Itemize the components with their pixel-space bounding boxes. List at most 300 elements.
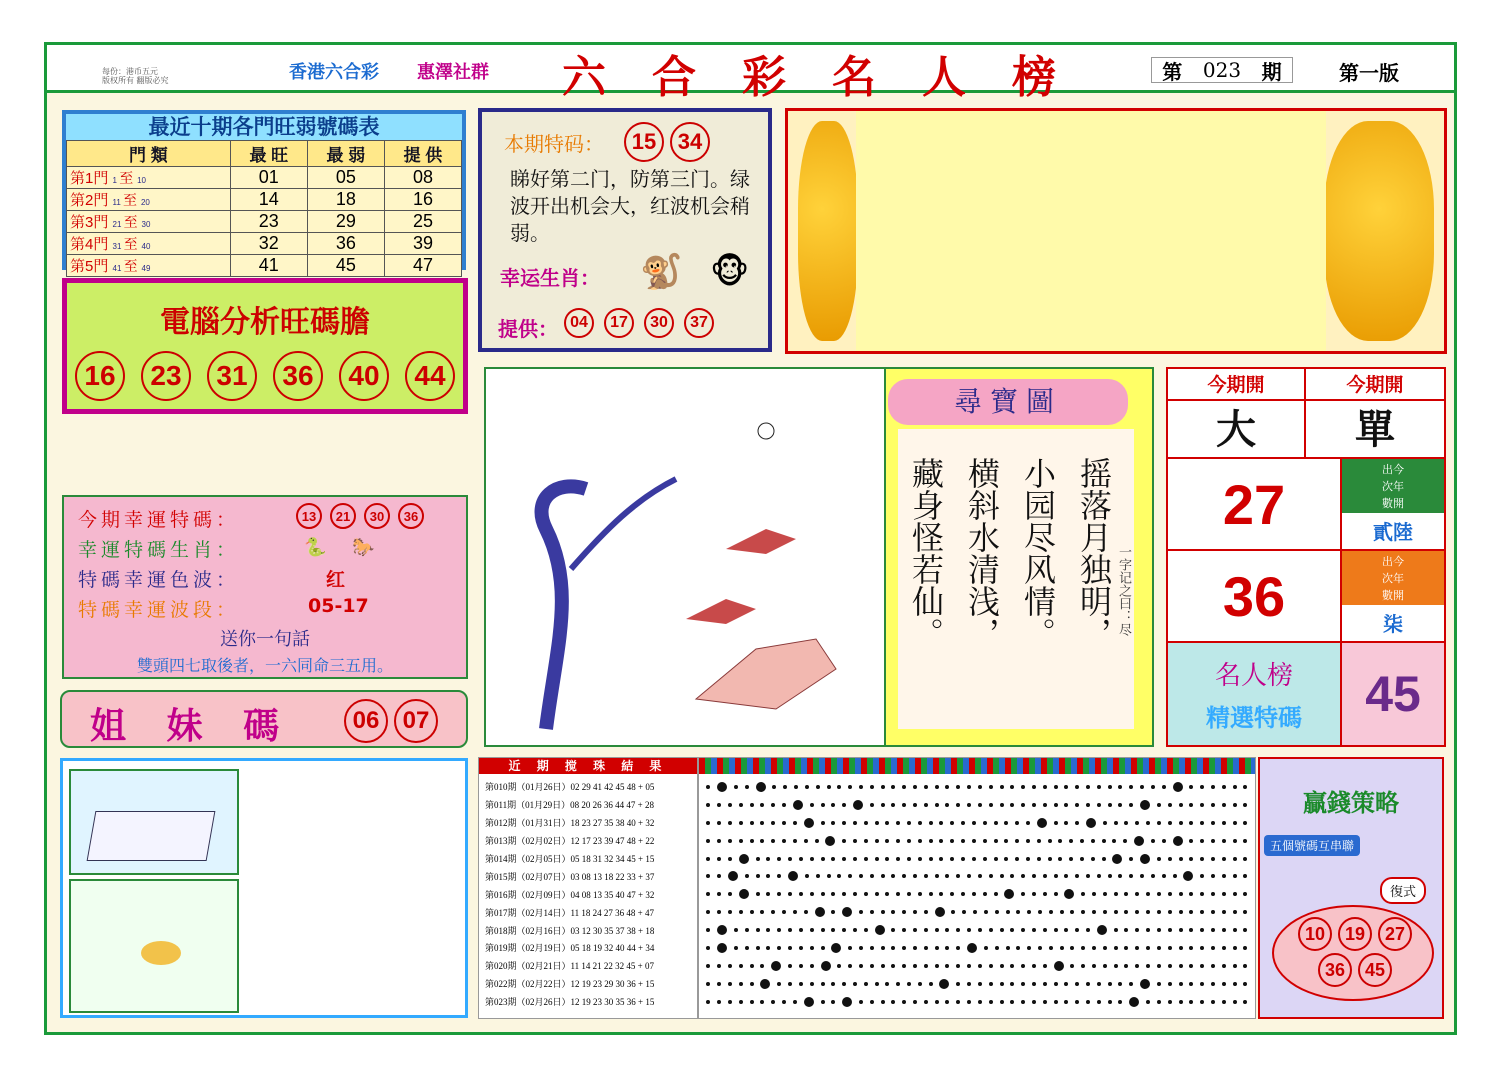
- grid-dot: [924, 910, 928, 914]
- grid-dot: [929, 839, 933, 843]
- grid-dot: [924, 1000, 928, 1004]
- grid-dot: [777, 857, 781, 861]
- poem-column: 小园尽风情。: [1019, 457, 1057, 649]
- grid-dot: [1004, 839, 1008, 843]
- grid-dot: [1091, 839, 1095, 843]
- strategy-tag: 復式: [1380, 877, 1426, 904]
- grid-dot: [1075, 785, 1079, 789]
- grid-dot: [1037, 818, 1047, 828]
- grid-dot: [983, 892, 987, 896]
- lucky-panel: [62, 495, 468, 679]
- draw-row: 第019期（02月19日）05 18 19 32 40 44 + 34: [485, 943, 655, 954]
- grid-dot: [739, 889, 749, 899]
- grid-dot: [978, 785, 982, 789]
- door-provide-cell: 25: [384, 211, 461, 233]
- grid-dot: [745, 874, 749, 878]
- grid-dot: [1189, 964, 1193, 968]
- door-hot-cell: 01: [230, 167, 307, 189]
- grid-dot: [831, 857, 835, 861]
- grid-dot: [1054, 928, 1058, 932]
- grid-dot: [1151, 839, 1155, 843]
- grid-dot: [891, 964, 895, 968]
- grid-dot: [831, 821, 835, 825]
- grid-dot: [1032, 964, 1036, 968]
- grid-dot: [1075, 803, 1079, 807]
- grid-dot: [821, 857, 825, 861]
- grid-dot: [750, 803, 754, 807]
- grid-dot: [961, 892, 965, 896]
- grid-dot: [1097, 982, 1101, 986]
- grid-dot: [1086, 818, 1096, 828]
- grid-dot: [1064, 785, 1068, 789]
- grid-dot: [848, 964, 852, 968]
- grid-dot: [706, 874, 710, 878]
- grid-dot: [1222, 785, 1226, 789]
- main-title: 六合彩名人榜: [562, 52, 1102, 103]
- grid-dot: [1114, 910, 1118, 914]
- grid-dot: [902, 874, 906, 878]
- grid-dot: [956, 874, 960, 878]
- grid-dot: [1124, 821, 1128, 825]
- grid-dot: [859, 785, 863, 789]
- grid-dot: [972, 892, 976, 896]
- horse-icon: 🐎: [352, 537, 375, 558]
- n1-note: 出今 次年 數開: [1342, 459, 1444, 513]
- open2-value: 單: [1306, 401, 1444, 459]
- grid-dot: [1211, 946, 1215, 950]
- grid-dot: [1179, 892, 1183, 896]
- grid-dot: [810, 803, 814, 807]
- grid-dot: [728, 821, 732, 825]
- grid-dot: [870, 964, 874, 968]
- door-row: [67, 211, 462, 233]
- draws-header: 近 期 搅 珠 結 果: [479, 758, 697, 774]
- grid-dot: [891, 1000, 895, 1004]
- grid-dot: [967, 874, 971, 878]
- poem-column: 摇落月独明，: [1075, 457, 1113, 649]
- door-provide-cell: 08: [384, 167, 461, 189]
- grid-dot: [1222, 892, 1226, 896]
- grid-dot: [1233, 874, 1237, 878]
- grid-dot: [1000, 982, 1004, 986]
- grid-dot: [1200, 910, 1204, 914]
- grid-dot: [728, 964, 732, 968]
- book-picture: [69, 769, 239, 875]
- grid-dot: [1157, 803, 1161, 807]
- draw-row: 第013期（02月02日）12 17 23 39 47 48 + 22: [485, 836, 655, 847]
- grid-dot: [842, 982, 846, 986]
- door-hot-cell: 32: [230, 233, 307, 255]
- door-to: 至: [123, 258, 142, 274]
- door-cold-cell: 45: [307, 255, 384, 277]
- grid-dot: [859, 910, 863, 914]
- grid-dot: [1114, 821, 1118, 825]
- grid-dot: [961, 839, 965, 843]
- grid-dot: [961, 821, 965, 825]
- grid-dot: [896, 839, 900, 843]
- monkey-icon: 🐒: [640, 252, 683, 292]
- grid-dot: [1118, 803, 1122, 807]
- grid-dot: [989, 1000, 993, 1004]
- grid-dot: [728, 857, 732, 861]
- grid-dot: [734, 946, 738, 950]
- grid-dot: [1027, 946, 1031, 950]
- dot-row: [699, 850, 1255, 868]
- lucky-balls: [296, 503, 424, 529]
- n2-note: 出今 次年 數開: [1342, 551, 1444, 605]
- grid-dot: [1168, 946, 1172, 950]
- treasure-poem: [908, 457, 1112, 649]
- grid-dot: [717, 839, 721, 843]
- grid-dot: [1043, 892, 1047, 896]
- grid-dot: [1043, 982, 1047, 986]
- grid-dot: [1211, 910, 1215, 914]
- grid-dot: [1097, 1000, 1101, 1004]
- grid-dot: [1162, 874, 1166, 878]
- col-cold: 最 弱: [307, 141, 384, 167]
- grid-dot: [1112, 854, 1122, 864]
- grid-dot: [1092, 964, 1096, 968]
- grid-dot: [1162, 839, 1166, 843]
- grid-dot: [804, 839, 808, 843]
- grid-dot: [978, 982, 982, 986]
- grid-dot: [913, 964, 917, 968]
- grid-dot: [984, 946, 988, 950]
- grid-dot: [831, 910, 835, 914]
- sister-panel: [60, 690, 468, 748]
- draw-row: 第016期（02月09日）04 08 13 35 40 47 + 32: [485, 889, 655, 900]
- grid-dot: [799, 928, 803, 932]
- grid-dot: [766, 874, 770, 878]
- grid-dot: [994, 821, 998, 825]
- grid-dot: [728, 910, 732, 914]
- grid-dot: [945, 928, 949, 932]
- grid-dot: [1021, 874, 1025, 878]
- grid-dot: [939, 857, 943, 861]
- provide-balls: [564, 308, 714, 338]
- grid-dot: [1157, 892, 1161, 896]
- computer-number-ball: 40: [339, 351, 389, 401]
- selected-label: 精選特碼: [1206, 704, 1302, 732]
- flame-art-left: [798, 121, 858, 341]
- grid-dot: [1032, 1000, 1036, 1004]
- grid-dot: [1124, 910, 1128, 914]
- grid-dot: [913, 874, 917, 878]
- grid-dot: [1021, 892, 1025, 896]
- grid-dot: [978, 803, 982, 807]
- grid-dot: [902, 803, 906, 807]
- grid-dot: [793, 1000, 797, 1004]
- grid-dot: [881, 785, 885, 789]
- draw-row: 第017期（02月14日）11 18 24 27 36 48 + 47: [485, 907, 654, 918]
- grid-dot: [1006, 946, 1010, 950]
- grid-dot: [935, 1000, 939, 1004]
- grid-dot: [853, 839, 857, 843]
- open1-value: 大: [1168, 401, 1306, 459]
- grid-dot: [935, 946, 939, 950]
- grid-dot: [984, 910, 988, 914]
- sister-balls: [344, 699, 438, 743]
- grid-dot: [1168, 928, 1172, 932]
- grid-dot: [1179, 803, 1183, 807]
- grid-dot: [1114, 946, 1118, 950]
- grid-dot: [1102, 839, 1106, 843]
- grid-dot: [1114, 928, 1118, 932]
- grid-dot: [935, 907, 945, 917]
- special-balls: [624, 122, 710, 162]
- grid-dot: [935, 964, 939, 968]
- provide-ball: 17: [604, 308, 634, 338]
- grid-dot: [799, 892, 803, 896]
- grid-dot: [870, 910, 874, 914]
- door-door: 第5門: [70, 258, 113, 275]
- grid-dot: [1243, 874, 1247, 878]
- grid-dot: [1054, 874, 1058, 878]
- lucky-band: 05-17: [308, 595, 369, 617]
- grid-dot: [842, 821, 846, 825]
- grid-dot: [950, 821, 954, 825]
- grid-dot: [967, 928, 971, 932]
- grid-dot: [728, 982, 732, 986]
- grid-dot: [951, 910, 955, 914]
- lucky-ball: 21: [330, 503, 356, 529]
- computer-numbers: [75, 351, 455, 401]
- grid-dot: [782, 1000, 786, 1004]
- grid-dot: [1032, 785, 1036, 789]
- dot-row: [699, 867, 1255, 885]
- grid-dot: [706, 982, 710, 986]
- grid-dot: [924, 785, 928, 789]
- grid-dot: [1233, 803, 1237, 807]
- grid-dot: [1162, 785, 1166, 789]
- grid-dot: [783, 785, 787, 789]
- draw-row: 第020期（02月21日）11 14 21 22 32 45 + 07: [485, 961, 654, 972]
- grid-dot: [967, 943, 977, 953]
- grid-dot: [924, 946, 928, 950]
- grid-dot: [1200, 803, 1204, 807]
- grid-dot: [1222, 1000, 1226, 1004]
- grid-dot: [1211, 982, 1215, 986]
- grid-dot: [1043, 803, 1047, 807]
- door-provide-cell: 39: [384, 233, 461, 255]
- grid-dot: [935, 785, 939, 789]
- grid-dot: [1075, 928, 1079, 932]
- grid-dot: [788, 928, 792, 932]
- grid-dot: [1032, 874, 1036, 878]
- grid-dot: [1233, 857, 1237, 861]
- grid-dot: [935, 928, 939, 932]
- grid-dot: [788, 871, 798, 881]
- grid-dot: [706, 857, 710, 861]
- grid-dot: [1054, 892, 1058, 896]
- grid-dot: [760, 821, 764, 825]
- dot-row: [699, 957, 1255, 975]
- grid-dot: [1243, 839, 1247, 843]
- grid-dot: [1010, 785, 1014, 789]
- grid-dot: [717, 1000, 721, 1004]
- grid-dot: [1086, 1000, 1090, 1004]
- grid-dot: [896, 982, 900, 986]
- grid-dot: [1211, 857, 1215, 861]
- grid-dot: [821, 892, 825, 896]
- grid-dot: [881, 803, 885, 807]
- grid-dot: [739, 821, 743, 825]
- grid-dot: [1146, 928, 1150, 932]
- grid-dot: [1173, 874, 1177, 878]
- grid-dot: [766, 857, 770, 861]
- grid-dot: [734, 785, 738, 789]
- grid-dot: [750, 910, 754, 914]
- grid-dot: [1140, 854, 1150, 864]
- door-range_from: 31: [112, 242, 124, 251]
- grid-dot: [782, 839, 786, 843]
- grid-dot: [837, 874, 841, 878]
- draw-row: 第010期（01月26日）02 29 41 42 45 48 + 05: [485, 782, 655, 793]
- grid-dot: [1211, 839, 1215, 843]
- grid-dot: [1200, 785, 1204, 789]
- dot-row: [699, 921, 1255, 939]
- grid-dot: [1010, 964, 1014, 968]
- grid-dot: [929, 821, 933, 825]
- strategy-title: 贏錢策略: [1303, 789, 1399, 817]
- grid-dot: [799, 964, 803, 968]
- grid-dot: [1146, 946, 1150, 950]
- grid-dot: [1189, 982, 1193, 986]
- grid-dot: [967, 1000, 971, 1004]
- grid-dot: [842, 803, 846, 807]
- grid-dot: [1233, 982, 1237, 986]
- brand-community: 惠澤社群: [417, 62, 489, 83]
- grid-dot: [1000, 874, 1004, 878]
- grid-dot: [945, 874, 949, 878]
- grid-dot: [706, 910, 710, 914]
- door-cell: [67, 211, 231, 233]
- issue-prefix: 第: [1162, 59, 1183, 84]
- grid-dot: [1189, 821, 1193, 825]
- grid-dot: [1157, 946, 1161, 950]
- grid-dot: [1129, 857, 1133, 861]
- grid-dot: [1015, 857, 1019, 861]
- grid-dot: [771, 803, 775, 807]
- grid-dot: [859, 1000, 863, 1004]
- grid-dot: [756, 782, 766, 792]
- grid-dot: [1200, 928, 1204, 932]
- grid-dot: [750, 964, 754, 968]
- door-range_from: 11: [112, 198, 124, 207]
- grid-dot: [859, 964, 863, 968]
- draws-table: [478, 757, 698, 1019]
- grid-dot: [1200, 839, 1204, 843]
- grid-dot: [1081, 910, 1085, 914]
- dot-row: [699, 885, 1255, 903]
- grid-dot: [1233, 1000, 1237, 1004]
- grid-dot: [1189, 1000, 1193, 1004]
- grid-dot: [1233, 785, 1237, 789]
- grid-dot: [1222, 874, 1226, 878]
- n2-count: 柒: [1342, 605, 1444, 643]
- provide-label: 提供：: [498, 317, 558, 341]
- grid-dot: [945, 946, 949, 950]
- grid-dot: [1168, 1000, 1172, 1004]
- draw-row: 第023期（02月26日）12 19 23 30 35 36 + 15: [485, 997, 655, 1008]
- snake-icon: 🐍: [304, 537, 327, 558]
- grid-dot: [870, 803, 874, 807]
- grid-dot: [1135, 946, 1139, 950]
- grid-dot: [913, 803, 917, 807]
- grid-dot: [1189, 803, 1193, 807]
- grid-dot: [956, 785, 960, 789]
- grid-dot: [1211, 892, 1215, 896]
- famous-box: [1168, 643, 1342, 745]
- grid-dot: [1168, 803, 1172, 807]
- grid-dot: [810, 857, 814, 861]
- grid-dot: [945, 785, 949, 789]
- grid-dot: [1000, 1000, 1004, 1004]
- draw-row: 第018期（02月16日）03 12 30 35 37 38 + 18: [485, 925, 655, 936]
- grid-dot: [842, 907, 852, 917]
- special-ball: 34: [670, 122, 710, 162]
- grid-dot: [1233, 839, 1237, 843]
- grid-dot: [1179, 982, 1183, 986]
- grid-dot: [1179, 1000, 1183, 1004]
- grid-dot: [1146, 1000, 1150, 1004]
- grid-dot: [1222, 821, 1226, 825]
- lucky-phrase-title: 送你一句話: [220, 629, 310, 650]
- grid-dot: [782, 821, 786, 825]
- grid-dot: [1157, 821, 1161, 825]
- grid-dot: [1211, 1000, 1215, 1004]
- door-door: 第3門: [70, 214, 113, 231]
- grid-dot: [848, 785, 852, 789]
- strategy-ball: 27: [1378, 917, 1412, 951]
- grid-dot: [1168, 982, 1172, 986]
- grid-dot: [1124, 946, 1128, 950]
- door-cell: [67, 255, 231, 277]
- book-icon: [87, 811, 216, 861]
- grid-dot: [1064, 982, 1068, 986]
- grid-dot: [1010, 874, 1014, 878]
- col-hot: 最 旺: [230, 141, 307, 167]
- grid-dot: [717, 857, 721, 861]
- provide-ball: 37: [684, 308, 714, 338]
- grid-dot: [902, 964, 906, 968]
- grid-dot: [777, 928, 781, 932]
- issue-number: 023: [1202, 58, 1242, 82]
- grid-dot: [717, 892, 721, 896]
- door-hot-cell: 14: [230, 189, 307, 211]
- grid-dot: [864, 892, 868, 896]
- grid-dot: [1075, 874, 1079, 878]
- grid-dot: [1054, 821, 1058, 825]
- grid-dot: [799, 946, 803, 950]
- grid-dot: [750, 821, 754, 825]
- grid-dot: [728, 871, 738, 881]
- grid-dot: [1157, 857, 1161, 861]
- grid-dot: [739, 854, 749, 864]
- grid-dot: [881, 946, 885, 950]
- grid-dot: [837, 785, 841, 789]
- grid-dot: [1064, 803, 1068, 807]
- grid-dot: [1135, 892, 1139, 896]
- treasure-scroll: [898, 429, 1134, 729]
- ball-strip: [699, 758, 1255, 774]
- grid-dot: [1081, 964, 1085, 968]
- lucky-line3-label: 特碼幸運色波：: [78, 569, 240, 591]
- grid-dot: [918, 821, 922, 825]
- grid-dot: [875, 857, 879, 861]
- lucky-ball: 36: [398, 503, 424, 529]
- grid-dot: [1021, 964, 1025, 968]
